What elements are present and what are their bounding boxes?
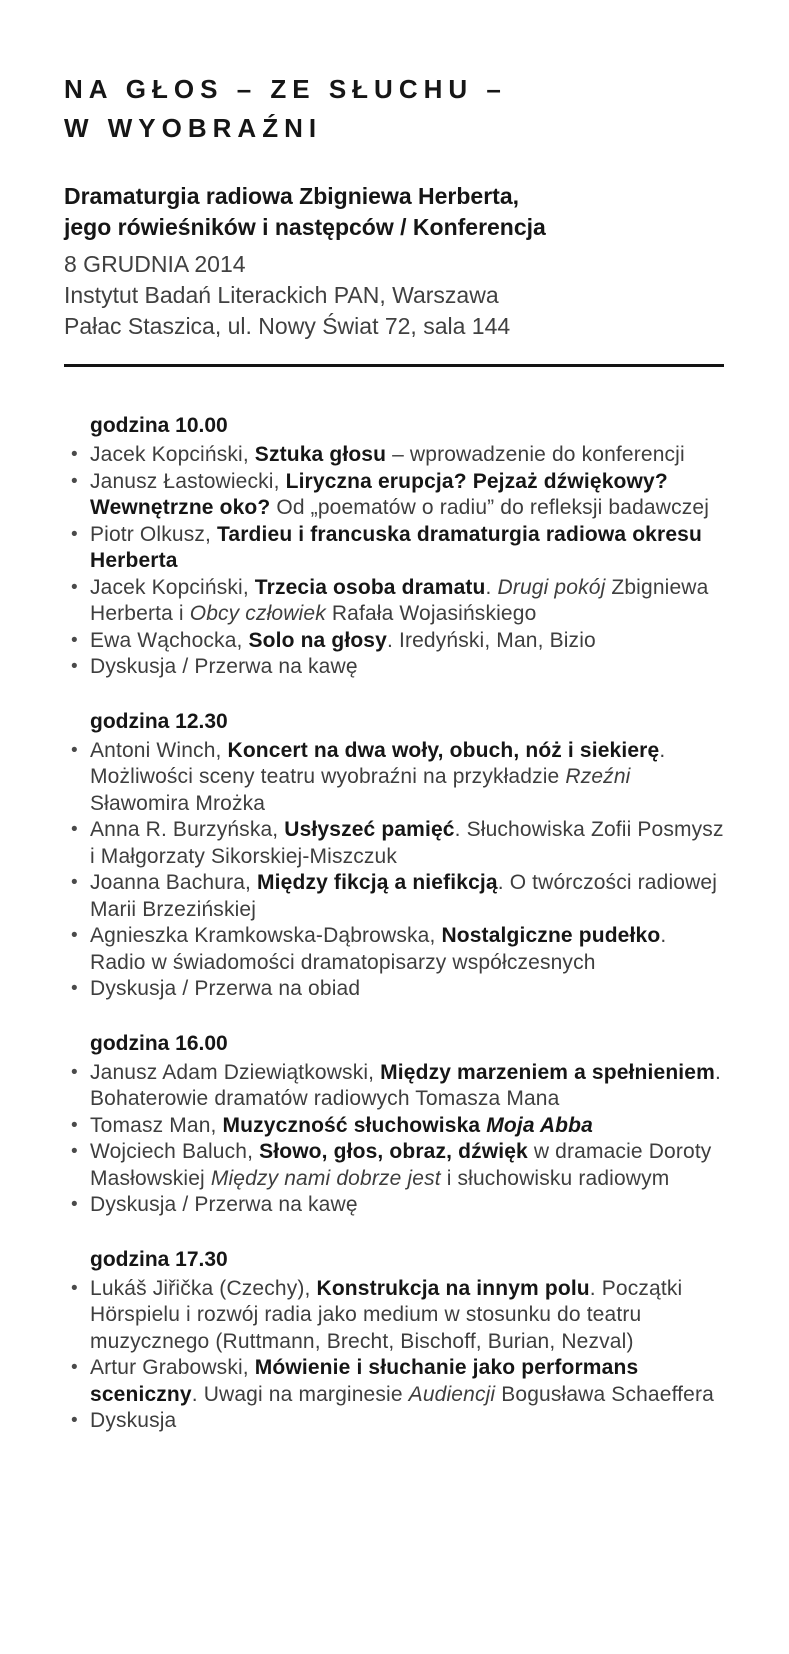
- item-text-segment: Koncert na dwa woły, obuch, nóż i siekierę: [227, 738, 660, 762]
- item-text-segment: Jacek Kopciński,: [90, 443, 255, 466]
- item-text: [90, 523, 702, 573]
- venue-line2: Pałac Staszica, ul. Nowy Świat 72, sala 144: [64, 313, 511, 339]
- item-text-segment: Audiencji: [408, 1382, 496, 1406]
- bullet-icon: •: [71, 629, 78, 651]
- item-text: [90, 443, 685, 466]
- item-text-segment: Sławomira Mrożka: [90, 791, 266, 815]
- schedule-item: [64, 1192, 724, 1219]
- item-text-segment: Muzyczność słuchowiska: [222, 1113, 487, 1137]
- event-subtitle-line2: jego rówieśników i następców / Konferencja: [64, 214, 546, 240]
- item-text: [90, 655, 358, 678]
- schedule-item: [64, 1060, 724, 1113]
- schedule-item: [64, 522, 724, 575]
- page-title-line2: W WYOBRAŹNI: [64, 113, 323, 143]
- page-title: [64, 70, 724, 148]
- item-text-segment: Nostalgiczne pudełko: [441, 924, 661, 947]
- item-text: [90, 924, 666, 974]
- item-text-segment: . Uwagi na marginesie: [191, 1382, 409, 1406]
- bullet-icon: •: [71, 1277, 78, 1299]
- item-text-segment: Konstrukcja na innym polu: [316, 1276, 590, 1300]
- bullet-icon: •: [71, 523, 78, 545]
- bullet-icon: •: [71, 819, 78, 840]
- event-meta: [64, 249, 724, 342]
- event-date: 8 GRUDNIA 2014: [64, 251, 246, 277]
- item-text-segment: Słowo, głos, obraz, dźwięk: [259, 1140, 528, 1163]
- item-text: [90, 1356, 714, 1406]
- schedule-item: [64, 1355, 724, 1408]
- item-text-segment: . Iredyński, Man, Bizio: [386, 628, 596, 652]
- event-subtitle-line1: Dramaturgia radiowa Zbigniewa Herberta,: [64, 183, 520, 209]
- schedule-item: [64, 575, 724, 628]
- item-text: [90, 470, 709, 520]
- bullet-icon: •: [71, 739, 78, 761]
- item-text: [90, 576, 708, 626]
- schedule-item: [64, 976, 724, 1003]
- bullet-icon: •: [71, 1357, 78, 1378]
- bullet-icon: •: [71, 1114, 78, 1136]
- page-title-line1: NA GŁOS – ZE SŁUCHU –: [64, 74, 507, 104]
- schedule-item: [64, 469, 724, 522]
- item-text-segment: Ewa Wąchocka,: [90, 628, 249, 652]
- item-text: [90, 1277, 682, 1353]
- schedule-item: [64, 628, 724, 655]
- session-items: [64, 442, 724, 681]
- item-text-segment: Anna R. Burzyńska,: [90, 818, 285, 841]
- schedule-item: [64, 923, 724, 976]
- schedule-item: [64, 1139, 724, 1192]
- divider-rule: [64, 364, 724, 367]
- session-items: [64, 1276, 724, 1435]
- bullet-icon: •: [71, 576, 78, 598]
- item-text: [90, 1114, 593, 1137]
- item-text-segment: Tomasz Man,: [90, 1113, 223, 1137]
- item-text-segment: Drugi pokój: [497, 575, 606, 599]
- item-text-segment: Dyskusja / Przerwa na kawę: [90, 1193, 358, 1216]
- session-items: [64, 1060, 724, 1219]
- item-text-segment: .: [485, 575, 498, 599]
- item-text-segment: Rzeźni: [565, 765, 631, 788]
- schedule-item: [64, 442, 724, 469]
- item-text-segment: Solo na głosy: [248, 628, 387, 652]
- item-text: [90, 1061, 721, 1111]
- event-subtitle: [64, 181, 724, 243]
- item-text-segment: Bogusława Schaeffera: [495, 1382, 714, 1406]
- item-text-segment: Tardieu i francuska dramaturgia radiowa okresu Herberta: [90, 522, 702, 572]
- item-text-segment: Dyskusja / Przerwa na kawę: [90, 655, 358, 678]
- session-time: godzina 12.30: [90, 709, 228, 733]
- item-text-segment: – wprowadzenie do konferencji: [386, 443, 685, 466]
- session-time: godzina 17.30: [90, 1247, 228, 1271]
- session-block: [64, 412, 724, 681]
- bullet-icon: •: [71, 1061, 78, 1083]
- item-text-segment: Agnieszka Kramkowska-Dąbrowska,: [90, 924, 442, 947]
- bullet-icon: •: [71, 444, 78, 465]
- schedule-item: [64, 817, 724, 870]
- item-text-segment: Usłyszeć pamięć: [284, 818, 455, 841]
- item-text-segment: Między nami dobrze jest: [210, 1166, 441, 1190]
- item-text: [90, 977, 360, 1000]
- item-text-segment: Rafała Wojasińskiego: [325, 602, 537, 625]
- schedule-item: [64, 1408, 724, 1435]
- item-text-segment: Janusz Łastowiecki,: [90, 469, 286, 493]
- item-text-segment: Moja Abba: [486, 1113, 593, 1137]
- item-text-segment: Joanna Bachura,: [90, 871, 258, 894]
- item-text-segment: Mówienie i słuchanie jako performans sceniczny: [90, 1356, 639, 1406]
- item-text-segment: Między fikcją a niefikcją: [257, 871, 498, 894]
- session-block: [64, 708, 724, 1003]
- item-text-segment: Trzecia osoba dramatu: [254, 575, 486, 599]
- item-text-segment: . Możliwości sceny teatru wyobraźni na przykładzie: [90, 738, 666, 788]
- bullet-icon: •: [71, 1141, 78, 1162]
- bullet-icon: •: [71, 1194, 78, 1215]
- item-text: [90, 1193, 358, 1216]
- session-items: [64, 738, 724, 1003]
- item-text-segment: Piotr Olkusz,: [90, 522, 217, 546]
- venue-line1: Instytut Badań Literackich PAN, Warszawa: [64, 282, 499, 308]
- bullet-icon: •: [71, 470, 78, 492]
- schedule: [64, 412, 724, 1435]
- item-text-segment: Zbigniewa Herberta i: [90, 575, 709, 625]
- bullet-icon: •: [71, 872, 78, 893]
- bullet-icon: •: [71, 925, 78, 946]
- item-text-segment: Liryczna erupcja? Pejzaż dźwiękowy? Wewnętrzne oko?: [90, 469, 668, 519]
- schedule-item: [64, 738, 724, 818]
- bullet-icon: •: [71, 1410, 78, 1431]
- item-text-segment: Jacek Kopciński,: [90, 575, 255, 599]
- item-text: [90, 818, 724, 868]
- schedule-item: [64, 654, 724, 681]
- item-text-segment: Janusz Adam Dziewiątkowski,: [90, 1060, 381, 1084]
- item-text-segment: . Bohaterowie dramatów radiowych Tomasza Mana: [90, 1060, 721, 1110]
- item-text-segment: Wojciech Baluch,: [90, 1140, 260, 1163]
- schedule-item: [64, 870, 724, 923]
- schedule-item: [64, 1276, 724, 1356]
- item-text: [90, 1140, 711, 1190]
- item-text-segment: . O twórczości radiowej Marii Brzezińskiej: [90, 871, 718, 921]
- item-text: [90, 1409, 176, 1432]
- item-text: [90, 871, 717, 921]
- item-text: [90, 739, 665, 815]
- item-text-segment: Od „poematów o radiu” do refleksji badawczej: [270, 496, 710, 519]
- item-text-segment: Obcy człowiek: [189, 602, 326, 625]
- session-time: godzina 16.00: [90, 1031, 228, 1055]
- item-text-segment: . Słuchowiska Zofii Posmysz i Małgorzaty Sikorskiej-Miszczuk: [90, 818, 724, 868]
- item-text-segment: i słuchowisku radiowym: [440, 1166, 670, 1190]
- item-text-segment: Dyskusja / Przerwa na obiad: [90, 977, 361, 1000]
- item-text-segment: Antoni Winch,: [90, 738, 228, 762]
- item-text: [90, 629, 596, 652]
- bullet-icon: •: [71, 656, 78, 677]
- session-time: godzina 10.00: [90, 414, 228, 437]
- item-text-segment: . Początki Hörspielu i rozwój radia jako medium w stosunku do teatru muzycznego (Ruttmann, Brecht, Bischoff, Burian, Nezval): [90, 1276, 683, 1353]
- session-block: [64, 1246, 724, 1435]
- item-text-segment: w dramacie Doroty Masłowskiej: [90, 1140, 712, 1190]
- schedule-item: [64, 1113, 724, 1140]
- item-text-segment: Sztuka głosu: [254, 443, 387, 466]
- session-block: [64, 1030, 724, 1219]
- item-text-segment: . Radio w świadomości dramatopisarzy współczesnych: [90, 924, 667, 974]
- item-text-segment: Dyskusja: [90, 1409, 177, 1432]
- item-text-segment: Między marzeniem a spełnieniem: [380, 1060, 715, 1084]
- item-text-segment: Artur Grabowski,: [90, 1356, 255, 1379]
- item-text-segment: Lukáš Jiřička (Czechy),: [90, 1276, 317, 1300]
- bullet-icon: •: [71, 978, 78, 999]
